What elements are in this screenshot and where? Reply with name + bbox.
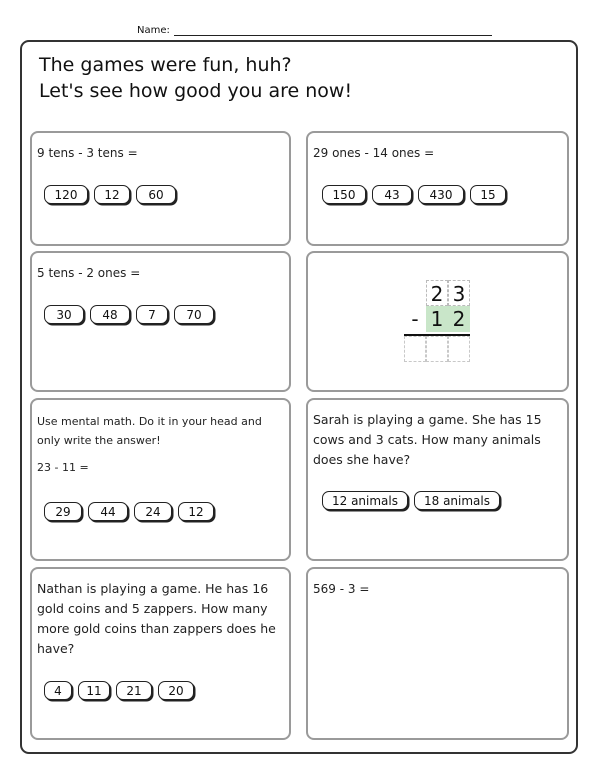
answer-choice[interactable]: 43 — [372, 185, 412, 204]
problem-line-3: does she have? — [313, 452, 411, 467]
answer-choice[interactable]: 70 — [174, 305, 214, 324]
problem-line-2: cows and 3 cats. How many animals — [313, 432, 541, 447]
answer-choice[interactable]: 7 — [136, 305, 168, 324]
answer-choice[interactable]: 18 animals — [414, 491, 500, 510]
instruction-line-1: Use mental math. Do it in your head and — [37, 415, 262, 428]
question-box-3 — [30, 251, 291, 392]
answer-choice[interactable]: 120 — [44, 185, 88, 204]
answer-choice[interactable]: 11 — [78, 681, 110, 700]
title-line-1: The games were fun, huh? — [39, 54, 292, 76]
answer-choice[interactable]: 12 — [94, 185, 130, 204]
question-box-6 — [306, 398, 569, 561]
question-prompt: 29 ones - 14 ones = — [313, 146, 435, 160]
worksheet-title — [39, 52, 352, 104]
answer-choice[interactable]: 12 animals — [322, 491, 408, 510]
problem-line-3: more gold coins than zappers does he — [37, 621, 276, 636]
question-prompt: 569 - 3 = — [313, 582, 370, 596]
answer-choices — [322, 491, 500, 510]
problem-line-1: Nathan is playing a game. He has 16 — [37, 581, 269, 596]
bottom-tens-digit: 1 — [426, 306, 448, 332]
answer-choices — [44, 681, 194, 700]
answer-cell[interactable] — [426, 336, 448, 362]
question-prompt: 5 tens - 2 ones = — [37, 266, 141, 280]
question-box-5 — [30, 398, 291, 561]
answer-cell[interactable] — [448, 336, 470, 362]
question-box-1 — [30, 131, 291, 246]
question-box-7 — [30, 567, 291, 740]
question-prompt: 9 tens - 3 tens = — [37, 146, 138, 160]
answer-choice[interactable]: 24 — [134, 502, 172, 521]
question-box-8 — [306, 567, 569, 740]
top-ones-digit: 3 — [448, 280, 470, 306]
word-problem — [37, 579, 276, 659]
answer-choices — [44, 305, 214, 324]
answer-choice[interactable]: 150 — [322, 185, 366, 204]
name-row — [0, 22, 600, 42]
name-input-line[interactable] — [174, 35, 492, 36]
answer-choice[interactable]: 60 — [136, 185, 176, 204]
answer-choice[interactable]: 21 — [116, 681, 152, 700]
answer-choice[interactable]: 20 — [158, 681, 194, 700]
answer-choice[interactable]: 30 — [44, 305, 84, 324]
answer-choices — [44, 502, 214, 521]
answer-choices — [322, 185, 506, 204]
title-line-2: Let's see how good you are now! — [39, 80, 353, 102]
problem-line-2: gold coins and 5 zappers. How many — [37, 601, 268, 616]
word-problem — [313, 410, 542, 470]
answer-choice[interactable]: 430 — [418, 185, 464, 204]
question-prompt: 23 - 11 = — [37, 461, 89, 474]
instruction-text — [37, 412, 262, 450]
answer-choice[interactable]: 48 — [90, 305, 130, 324]
answer-choice[interactable]: 4 — [44, 681, 72, 700]
instruction-line-2: only write the answer! — [37, 434, 161, 447]
answer-choice[interactable]: 15 — [470, 185, 506, 204]
problem-line-1: Sarah is playing a game. She has 15 — [313, 412, 542, 427]
answer-choice[interactable]: 12 — [178, 502, 214, 521]
bottom-ones-digit: 2 — [448, 306, 470, 332]
answer-choice[interactable]: 29 — [44, 502, 82, 521]
top-tens-digit: 2 — [426, 280, 448, 306]
minus-sign: - — [411, 307, 419, 331]
name-label: Name: — [137, 25, 170, 36]
answer-cell[interactable] — [404, 336, 426, 362]
problem-line-4: have? — [37, 641, 75, 656]
question-box-2 — [306, 131, 569, 246]
answer-choices — [44, 185, 176, 204]
answer-choice[interactable]: 44 — [88, 502, 128, 521]
